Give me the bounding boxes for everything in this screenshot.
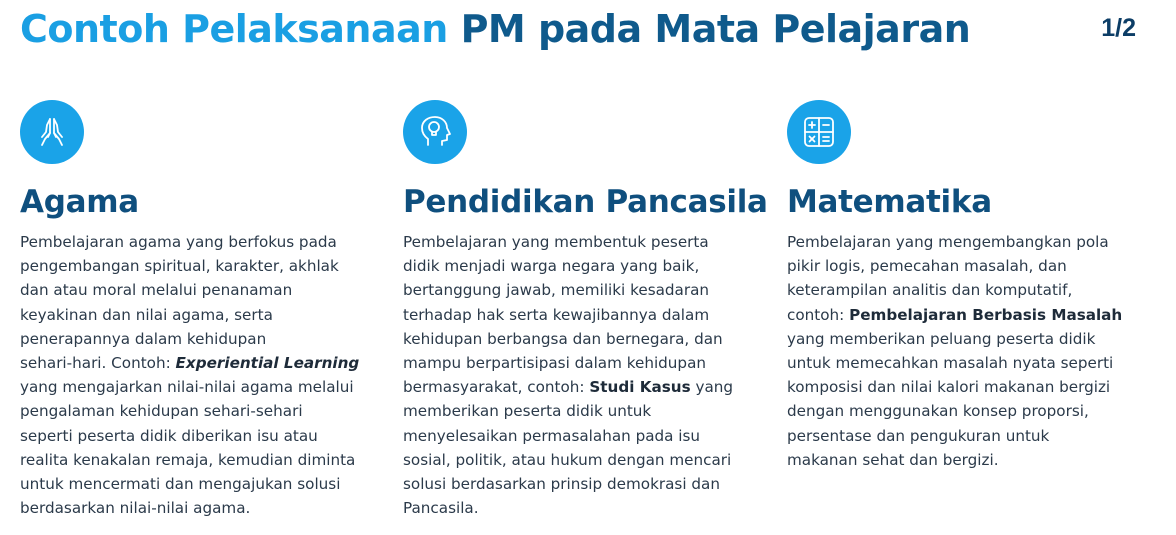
method-keyword: Studi Kasus	[589, 378, 691, 397]
subject-card-pancasila	[403, 100, 768, 520]
page-number: 1/2	[1101, 14, 1136, 42]
subject-description: Pembelajaran yang membentuk peserta didik menjadi warga negara yang baik, bertanggung jawab, memiliki kesadaran terhadap hak serta kewajibannya dalam kehidupan berbangsa dan bernegara, dan mampu berpartisipasi dalam kehidupan bermasyarakat, contoh: Studi Kasus yang memberikan peserta didik untuk menyelesaikan permasalahan pada isu sosial, politik, atau hukum dengan mencari solusi berdasarkan prinsip demokrasi dan Pancasila.	[403, 233, 734, 518]
method-keyword: Pembelajaran Berbasis Masalah	[849, 305, 1123, 324]
subject-description: Pembelajaran agama yang berfokus pada pengembangan spiritual, karakter, akhlak dan atau moral melalui penanaman keyakinan dan nilai agama, serta penerapannya dalam kehidupan sehari-hari. Contoh: Experiential Learning yang mengajarkan nilai-nilai agama melalui pengalaman kehidupan sehari-sehari seperti peserta didik diberikan isu atau realita kenakalan remaja, kemudian diminta untuk mencermati dan mengajukan solusi berdasarkan nilai-nilai agama.	[20, 233, 360, 518]
page-title	[20, 6, 970, 52]
subject-title: Agama	[20, 184, 139, 220]
page-title-highlight: Contoh Pelaksanaan	[20, 7, 448, 51]
subject-description: Pembelajaran yang mengembangkan pola pikir logis, pemecahan masalah, dan keterampilan analitis dan komputatif, contoh: Pembelajaran Berbasis Masalah yang memberikan peluang peserta didik untuk memecahkan masalah nyata seperti komposisi dan nilai kalori makanan bergizi dengan menggunakan konsep proporsi, persentase dan pengukuran untuk makanan sehat dan bergizi.	[787, 233, 1123, 469]
subject-title: Matematika	[787, 184, 992, 220]
head-lightbulb-icon	[403, 100, 467, 164]
subject-title: Pendidikan Pancasila	[403, 184, 768, 220]
calculator-icon	[787, 100, 851, 164]
method-keyword: Experiential Learning	[175, 354, 360, 373]
praying-hands-icon	[20, 100, 84, 164]
subject-card-agama	[20, 100, 380, 520]
subject-card-matematika	[787, 100, 1157, 472]
page-title-main: PM pada Mata Pelajaran	[460, 7, 971, 51]
